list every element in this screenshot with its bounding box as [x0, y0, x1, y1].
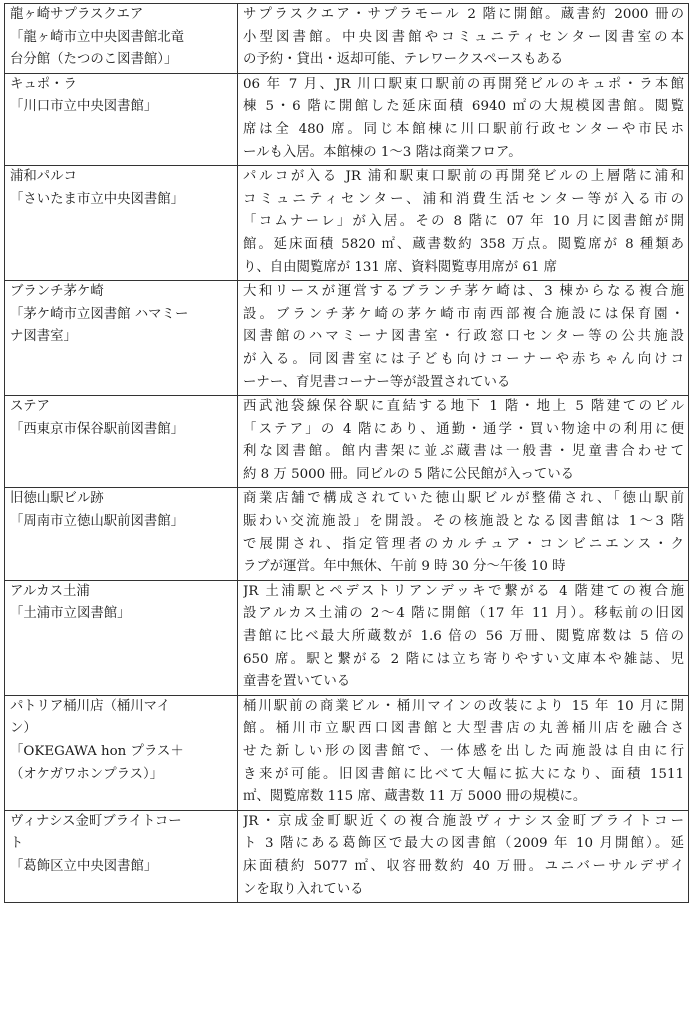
- description-line: サプラスクエア・サプラモール 2 階に開館。蔵書約 2000 冊の: [243, 7, 684, 22]
- facility-cell: [5, 4, 238, 74]
- library-row: [5, 695, 689, 810]
- facility-name-line: パトリア桶川店（桶川マイ: [10, 698, 171, 714]
- description-cell: [238, 810, 689, 902]
- facility-name-line: ン）: [10, 721, 37, 737]
- description-line: 書館に比べ最大所蔵数が 1.6 倍の 56 万冊、閲覧席数は 5 倍の: [243, 629, 684, 645]
- library-row: [5, 396, 689, 488]
- description-line: 席は全 480 席。同じ本館棟に川口駅前行政センターや市民ホ: [243, 121, 684, 137]
- facility-name-line: 旧徳山駅ビル跡: [10, 491, 104, 507]
- facility-name-line: ト: [10, 836, 24, 852]
- facility-name-line: 龍ヶ崎サプラスクエア: [10, 7, 144, 22]
- description-cell: [238, 396, 689, 488]
- facility-name-line: 「周南市立徳山駅前図書館」: [10, 514, 185, 530]
- description-cell: [238, 166, 689, 281]
- facility-cell: [5, 580, 238, 695]
- facility-name-line: 「茅ケ崎市立図書館 ハマミー: [10, 306, 189, 322]
- description-line: ールも入居。本館棟の 1〜3 階は商業フロア。: [243, 144, 522, 160]
- description-line: ㎡、閲覧席数 115 席、蔵書数 11 万 5000 冊の規模に。: [243, 789, 587, 805]
- facility-name-line: キュポ・ラ: [10, 76, 77, 92]
- description-line: JR 土浦駅とペデストリアンデッキで繋がる 4 階建ての複合施: [243, 583, 684, 599]
- description-line: 床面積約 5077 ㎡、収容冊数約 40 万冊。ユニバーサルデザイ: [243, 858, 684, 874]
- description-line: 設。ブランチ茅ケ崎の茅ケ崎市南西部複合施設には保育園・: [243, 306, 684, 322]
- facility-cell: [5, 73, 238, 165]
- description-line: パルコが入る JR 浦和駅東口駅前の再開発ビルの上層階に浦和: [243, 169, 684, 185]
- facility-cell: [5, 396, 238, 488]
- facility-name-line: ナ図書室」: [10, 329, 77, 345]
- description-line: が入る。同図書室には子ども向けコーナーや赤ちゃん向けコ: [243, 351, 684, 367]
- description-line: 650 席。駅と繋がる 2 階には立ち寄りやすい文庫本や雑誌、児: [243, 651, 684, 667]
- description-line: 賑わい交流施設」を開設。その核施設となる図書館は 1〜3 階: [243, 514, 684, 530]
- description-line: で展開され、指定管理者のカルチュア・コンビニエンス・ク: [243, 536, 684, 552]
- description-line: 西武池袋線保谷駅に直結する地下 1 階・地上 5 階建てのビル: [243, 399, 684, 415]
- library-row: [5, 488, 689, 580]
- library-table-body: [5, 4, 689, 903]
- description-line: 大和リースが運営するブランチ茅ケ崎は、3 棟からなる複合施: [243, 284, 684, 300]
- description-line: JR・京成金町駅近くの複合施設ヴィナシス金町ブライトコー: [243, 813, 684, 829]
- description-line: の予約・貸出・返却可能、テレワークスペースもある: [243, 52, 564, 68]
- description-line: ト 3 階にある葛飾区で最大の図書館（2009 年 10 月開館）。延: [243, 836, 684, 852]
- facility-name-line: 「さいたま市立中央図書館」: [10, 191, 185, 207]
- description-line: 06 年 7 月、JR 川口駅東口駅前の再開発ビルのキュポ・ラ本館: [243, 76, 684, 92]
- description-line: 利な図書館。館内書架に並ぶ蔵書は一般書・児童書合わせて: [243, 444, 684, 460]
- description-line: コミュニティセンター、浦和消費生活センター等が入る市の: [243, 191, 684, 207]
- library-row: [5, 810, 689, 902]
- description-cell: [238, 488, 689, 580]
- description-line: ンを取り入れている: [243, 881, 364, 897]
- facility-name-line: 台分館（たつのこ図書館）」: [10, 52, 178, 68]
- library-row: [5, 4, 689, 74]
- description-line: 童書を置いている: [243, 674, 351, 690]
- description-line: ーナー、育児書コーナー等が設置されている: [243, 374, 511, 390]
- facility-name-line: 「葛飾区立中央図書館」: [10, 858, 158, 874]
- facility-name-line: 「川口市立中央図書館」: [10, 99, 158, 115]
- library-row: [5, 281, 689, 396]
- facility-cell: [5, 695, 238, 810]
- facility-name-line: ヴィナシス金町ブライトコー: [10, 813, 182, 829]
- library-row: [5, 580, 689, 695]
- facility-cell: [5, 166, 238, 281]
- description-line: 桶川駅前の商業ビル・桶川マインの改装により 15 年 10 月に開: [243, 698, 684, 714]
- description-line: 図書館のハマミーナ図書室・行政窓口センター等の公共施設: [243, 329, 684, 345]
- facility-name-line: ステア: [10, 399, 50, 415]
- library-row: [5, 166, 689, 281]
- description-line: せた新しい形の図書館で、一体感を出した両施設は自由に行: [243, 744, 684, 759]
- description-line: 「ステア」の 4 階にあり、通勤・通学・買い物途中の利用に便: [243, 421, 684, 437]
- description-line: 約 8 万 5000 冊。同ビルの 5 階に公民館が入っている: [243, 466, 575, 482]
- facility-name-line: 「土浦市立図書館」: [10, 606, 131, 622]
- facility-name-line: 「龍ヶ崎市立中央図書館北竜: [10, 29, 185, 45]
- description-cell: [238, 580, 689, 695]
- description-cell: [238, 73, 689, 165]
- description-cell: [238, 281, 689, 396]
- description-line: 館。延床面積 5820 ㎡、蔵書数約 358 万点。閲覧席が 8 種類あ: [243, 236, 684, 252]
- facility-cell: [5, 281, 238, 396]
- description-line: ラブが運営。年中無休、午前 9 時 30 分〜午後 10 時: [243, 559, 566, 575]
- facility-name-line: 浦和パルコ: [10, 169, 77, 185]
- description-line: き来が可能。旧図書館に比べて大幅に拡大になり、面積 1511: [243, 766, 684, 782]
- description-line: 棟 5・6 階に開館した延床面積 6940 ㎡の大規模図書館。閲覧: [243, 99, 684, 115]
- facility-name-line: 「西東京市保谷駅前図書館」: [10, 421, 185, 437]
- description-line: 「コムナーレ」が入居。その 8 階に 07 年 10 月に図書館が開: [243, 214, 684, 230]
- description-cell: [238, 4, 689, 74]
- facility-name-line: アルカス土浦: [10, 583, 90, 599]
- description-line: 小型図書館。中央図書館やコミュニティセンター図書室の本: [243, 29, 684, 45]
- facility-cell: [5, 488, 238, 580]
- facility-name-line: 「OKEGAWA hon プラス＋: [10, 744, 184, 759]
- description-line: 商業店舗で構成されていた徳山駅ビルが整備され、「徳山駅前: [243, 491, 684, 507]
- facility-name-line: （オケガワホンプラス）」: [10, 766, 164, 782]
- library-table: [4, 3, 689, 903]
- description-line: り、自由閲覧席が 131 席、資料閲覧専用席が 61 席: [243, 259, 558, 275]
- description-line: 館。桶川市立駅西口図書館と大型書店の丸善桶川店を融合さ: [243, 721, 684, 737]
- description-line: 設アルカス土浦の 2〜4 階に開館（17 年 11 月）。移転前の旧図: [243, 606, 684, 622]
- facility-name-line: ブランチ茅ケ崎: [10, 284, 104, 300]
- description-cell: [238, 695, 689, 810]
- library-row: [5, 73, 689, 165]
- facility-cell: [5, 810, 238, 902]
